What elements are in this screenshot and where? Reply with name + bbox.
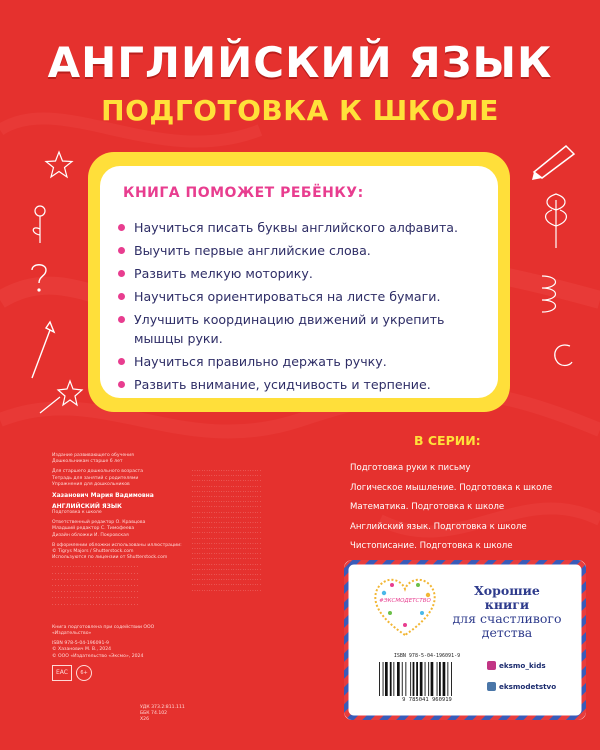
fineprint-line: · · · · · · · · · · · · · · · · · · · · · · · · · · · · · bbox=[192, 556, 261, 562]
shooting-star-doodle-icon bbox=[36, 375, 86, 415]
pencil-doodle-icon bbox=[530, 140, 580, 180]
promo-slogan bbox=[447, 584, 567, 640]
barcode-digits: 9 785041 960919 bbox=[402, 697, 452, 703]
social-handle: eksmodetstvo bbox=[499, 682, 557, 691]
imprint-fineprint: · · · · · · · · · · · · · · · · · · · · · · · · · · · · · · bbox=[52, 602, 139, 608]
brush-doodle-icon bbox=[24, 320, 58, 380]
imprint-code: ББК 74.102 bbox=[140, 711, 168, 717]
imprint-editor: Ответственный редактор О. Кравцова bbox=[52, 520, 146, 526]
benefit-item bbox=[118, 352, 488, 371]
heart-hashtag: #ЭКСМОДЕТСТВО bbox=[379, 598, 431, 604]
slogan-line: для счастливого bbox=[452, 611, 562, 626]
benefit-item bbox=[118, 241, 488, 260]
leaf-doodle-icon bbox=[536, 190, 576, 250]
fineprint-line: · · · · · · · · · · · · · · · · · · · · · · · · · · · · · bbox=[192, 577, 261, 583]
benefits-heading: КНИГА ПОМОЖЕТ РЕБЁНКУ: bbox=[123, 185, 364, 201]
star-doodle-icon bbox=[44, 150, 74, 180]
cover-subtitle: ПОДГОТОВКА К ШКОЛЕ bbox=[101, 94, 499, 127]
imprint-editor: Дизайн обложки И. Покровская bbox=[52, 532, 129, 538]
bullet-icon bbox=[118, 316, 125, 323]
benefit-text: Научиться ориентироваться на листе бумаги. bbox=[134, 289, 441, 304]
imprint-code: УДК 373.2:811.111 bbox=[140, 705, 185, 710]
scribble-doodle-icon bbox=[536, 270, 576, 320]
fineprint-line: · · · · · · · · · · · · · · · · · · · · · · · · · · · · · bbox=[192, 525, 261, 531]
bullet-icon bbox=[118, 358, 125, 365]
bullet-icon bbox=[118, 247, 125, 254]
heart-emblem-icon bbox=[370, 575, 440, 639]
fineprint-line: · · · · · · · · · · · · · · · · · · · · · · · · · · · · · bbox=[192, 478, 261, 484]
fineprint-line: · · · · · · · · · · · · · · · · · · · · · · · · · · · · · bbox=[192, 551, 261, 557]
fineprint-line: · · · · · · · · · · · · · · · · · · · · · · · · · · · · · bbox=[192, 504, 261, 510]
fineprint-line: · · · · · · · · · · · · · · · · · · · · · · · · · · · · · bbox=[192, 468, 261, 473]
vk-icon bbox=[487, 682, 496, 691]
benefit-text: Выучить первые английские слова. bbox=[134, 243, 371, 258]
fineprint-line: · · · · · · · · · · · · · · · · · · · · · · · · · · · · · bbox=[192, 587, 261, 593]
fineprint-line: · · · · · · · · · · · · · · · · · · · · · · · · · · · · · bbox=[192, 520, 261, 526]
imprint-line: Дошкольникам старше 6 лет bbox=[52, 459, 123, 465]
slogan-line: Хорошие bbox=[474, 583, 540, 598]
imprint-block bbox=[52, 453, 182, 660]
imprint-credit: Используются по лицензии от Shutterstock.com bbox=[52, 555, 168, 561]
social-handle: eksmo_kids bbox=[499, 661, 546, 670]
imprint-line: Тетрадь для занятий с родителями bbox=[52, 475, 139, 481]
imprint-fineprint: · · · · · · · · · · · · · · · · · · · · · · · · · · · · · · bbox=[52, 565, 139, 571]
series-item: Логическое мышление. Подготовка к школе bbox=[350, 482, 553, 493]
flower-doodle-icon bbox=[20, 195, 60, 245]
slogan-line: книги bbox=[484, 597, 530, 612]
benefit-item bbox=[118, 264, 488, 283]
fineprint-line: · · · · · · · · · · · · · · · · · · · · · · · · · · · · · bbox=[192, 494, 261, 500]
fineprint-line: · · · · · · · · · · · · · · · · · · · · · · · · · · · · · bbox=[192, 546, 261, 552]
fineprint-line: · · · · · · · · · · · · · · · · · · · · · · · · · · · · · bbox=[192, 499, 261, 505]
social-row-vk[interactable] bbox=[487, 682, 582, 691]
barcode-isbn: ISBN 978-5-04-196091-9 bbox=[393, 653, 461, 659]
fineprint-line: · · · · · · · · · · · · · · · · · · · · · · · · · · · · · bbox=[192, 509, 261, 515]
slogan-line: детства bbox=[481, 625, 533, 640]
imprint-editor: Младший редактор С. Тимофеева bbox=[52, 526, 135, 532]
imprint-copyright: © Хазанович М. В., 2024 bbox=[52, 647, 112, 653]
imprint-line: Упражнения для дошкольников bbox=[52, 481, 130, 487]
bullet-icon bbox=[118, 381, 125, 388]
imprint-fineprint: · · · · · · · · · · · · · · · · · · · · · · · · · · · · · · bbox=[52, 596, 139, 602]
fineprint-line: · · · · · · · · · · · · · · · · · · · · · · · · · · · · · bbox=[192, 582, 261, 588]
series-list bbox=[350, 463, 590, 561]
eac-mark: EAC bbox=[52, 665, 72, 681]
imprint-codes bbox=[140, 705, 200, 724]
fineprint-line: · · · · · · · · · · · · · · · · · · · · · · · · · · · · · bbox=[192, 572, 261, 578]
question-mark-doodle-icon bbox=[26, 260, 52, 296]
series-item: Подготовка руки к письму bbox=[350, 463, 471, 473]
imprint-isbn: ISBN 978-5-04-196091-9 bbox=[52, 641, 109, 647]
series-heading: В СЕРИИ: bbox=[414, 433, 481, 448]
imprint-credit: © Tigrys Majors / Shutterstock.com bbox=[52, 549, 134, 555]
imprint-fineprint: · · · · · · · · · · · · · · · · · · · · · · · · · · · · · · bbox=[52, 571, 139, 577]
series-item: Математика. Подготовка к школе bbox=[350, 502, 505, 512]
imprint-line: Издание развивающего обучения bbox=[52, 453, 134, 458]
instagram-icon bbox=[487, 661, 496, 670]
benefit-item bbox=[118, 218, 488, 237]
fineprint-line: · · · · · · · · · · · · · · · · · · · · · · · · · · · · · bbox=[192, 514, 261, 520]
series-item: Английский язык. Подготовка к школе bbox=[350, 521, 527, 532]
bullet-icon bbox=[118, 293, 125, 300]
fineprint-line: · · · · · · · · · · · · · · · · · · · · · · · · · · · · · bbox=[192, 530, 261, 536]
imprint-tax-note: Книга подготовлена при содействии ООО «Издательство» bbox=[52, 624, 155, 637]
social-row-instagram[interactable] bbox=[487, 661, 582, 670]
imprint-fineprint: · · · · · · · · · · · · · · · · · · · · · · · · · · · · · · bbox=[52, 584, 139, 590]
bullet-icon bbox=[118, 224, 125, 231]
fineprint-line: · · · · · · · · · · · · · · · · · · · · · · · · · · · · · bbox=[192, 566, 261, 572]
benefit-text: Научиться правильно держать ручку. bbox=[134, 354, 387, 369]
benefit-text: Развить мелкую моторику. bbox=[134, 266, 313, 281]
series-item: Чистописание. Подготовка к школе bbox=[350, 541, 513, 551]
age-rating-badge: 6+ bbox=[76, 665, 92, 681]
fineprint-line: · · · · · · · · · · · · · · · · · · · · · · · · · · · · · bbox=[192, 483, 261, 489]
fineprint-line: · · · · · · · · · · · · · · · · · · · · · · · · · · · · · bbox=[192, 561, 261, 567]
social-links bbox=[487, 661, 582, 703]
letter-c-doodle-icon bbox=[548, 340, 578, 370]
cover-title: АНГЛИЙСКИЙ ЯЗЫК bbox=[47, 38, 553, 87]
benefit-text: Улучшить координацию движений и укрепить мышцы руки. bbox=[134, 312, 445, 346]
imprint-book-subtitle: Подготовка к школе bbox=[52, 510, 102, 516]
benefit-item bbox=[118, 310, 488, 348]
fineprint-column bbox=[192, 468, 317, 593]
benefit-item bbox=[118, 375, 488, 394]
imprint-author: Хазанович Мария Вадимовна bbox=[52, 492, 154, 500]
imprint-credit: В оформлении обложки использованы иллюстрации: bbox=[52, 542, 182, 548]
benefit-text: Развить внимание, усидчивость и терпение. bbox=[134, 377, 431, 392]
fineprint-line: · · · · · · · · · · · · · · · · · · · · · · · · · · · · · bbox=[192, 540, 261, 546]
imprint-code: Х26 bbox=[140, 717, 149, 723]
fineprint-line: · · · · · · · · · · · · · · · · · · · · · · · · · · · · · bbox=[192, 535, 261, 541]
benefit-item bbox=[118, 287, 488, 306]
benefit-text: Научиться писать буквы английского алфавита. bbox=[134, 220, 459, 235]
barcode-icon bbox=[377, 662, 477, 696]
imprint-fineprint: · · · · · · · · · · · · · · · · · · · · · · · · · · · · · · bbox=[52, 577, 139, 583]
benefits-list bbox=[118, 218, 488, 398]
bullet-icon bbox=[118, 270, 125, 277]
fineprint-line: · · · · · · · · · · · · · · · · · · · · · · · · · · · · · bbox=[192, 488, 261, 494]
imprint-line: Для старшего дошкольного возраста bbox=[52, 469, 144, 475]
imprint-fineprint: · · · · · · · · · · · · · · · · · · · · · · · · · · · · · · bbox=[52, 590, 139, 596]
imprint-book-title: АНГЛИЙСКИЙ ЯЗЫК bbox=[52, 503, 122, 511]
imprint-copyright: © ООО «Издательство «Эксмо», 2024 bbox=[52, 653, 144, 659]
fineprint-line: · · · · · · · · · · · · · · · · · · · · · · · · · · · · · bbox=[192, 473, 261, 479]
